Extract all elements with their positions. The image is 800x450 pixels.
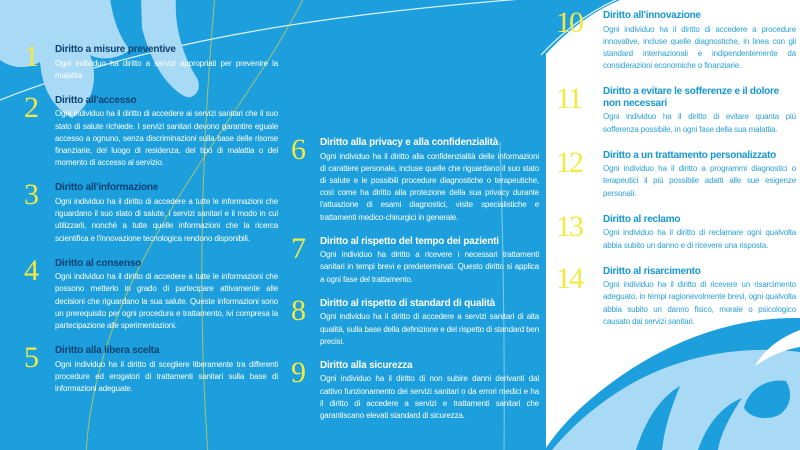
right-item-9 — [291, 355, 539, 422]
item-number: 11 — [556, 82, 581, 116]
right-item-12 — [556, 145, 796, 200]
item-number: 4 — [24, 253, 38, 287]
right-item-5 — [24, 341, 278, 395]
item-body: Ogni individuo ha il diritto di non subire danni derivanti dal cattivo funzionamento dei servizi sanitari o da errori medici e ha il diritto di accedere a servizi e trattamenti sanitari che garantiscano elevati standard di sicurezza. — [320, 374, 539, 421]
item-number: 2 — [24, 90, 38, 124]
item-title: Diritto all'innovazione — [603, 10, 701, 21]
item-body: Ogni individuo ha il diritto di accedere ai servizi sanitari che il suo stato di salute richiede. I servizi sanitari devono garantire eguale accesso a ognuno, senza discriminazioni sulla base delle risorse finanziarie, del luogo di residenza, del tipo di malattia o del momento di accesso al servizio. — [55, 109, 278, 168]
item-title: Diritto a un trattamento personalizzato — [603, 149, 777, 161]
item-title: Diritto alla libera scelta — [55, 345, 160, 357]
item-number: 8 — [291, 293, 305, 327]
item-number: 12 — [556, 145, 582, 179]
column-middle-panel — [291, 133, 539, 434]
item-body: Ogni individuo ha il diritto di reclamare ogni qualvolta abbia subito un danno e di ricevere una risposta. — [603, 228, 796, 250]
item-number: 14 — [556, 261, 582, 295]
item-number: 7 — [291, 231, 305, 265]
right-item-6 — [291, 133, 539, 224]
item-body: Ogni individuo ha il diritto a programmi diagnostici o terapeutici il più possibile adatti alle sue esigenze personali. — [603, 164, 796, 198]
item-body: Ogni individuo ha diritto a ricevere i necessari trattamenti sanitari in tempi brevi e predeterminati. Questo diritto si applica a ogni fase del trattamento. — [320, 250, 539, 284]
item-number: 3 — [24, 178, 38, 212]
right-item-14 — [556, 261, 796, 328]
item-title: Diritto a evitare le sofferenze e il dolore non necessari — [603, 86, 779, 109]
item-number: 1 — [24, 40, 38, 73]
item-body: Ogni individuo ha il diritto di accedere a tutte le informazioni che possono metterlo in grado di partecipare attivamente alle decisioni che riguardano la sua salute. Queste informazioni sono un prerequisito per ogni procedura e trattamento, ivi compresa la partecipazione alle sperimentazioni. — [55, 272, 278, 331]
item-number: 5 — [24, 341, 38, 375]
right-item-1 — [24, 40, 278, 82]
item-body: Ogni individuo ha diritto a servizi appropriati per prevenire la malattia. — [55, 58, 278, 80]
item-body: Ogni individuo ha il diritto di scegliere liberamente tra differenti procedure ed erogatori di trattamenti sanitari sulla base di informazioni adeguate. — [55, 359, 278, 394]
item-body: Ogni individuo ha il diritto di evitare quanta più sofferenza possibile, in ogni fase della sua malattia. — [603, 112, 796, 134]
item-number: 6 — [291, 133, 305, 166]
item-title: Diritto alla sicurezza — [320, 359, 413, 371]
column-left-panel — [24, 40, 278, 408]
item-title: Diritto all'accesso — [55, 94, 137, 106]
item-number: 9 — [291, 355, 305, 389]
right-item-7 — [291, 231, 539, 286]
item-title: Diritto al risarcimento — [603, 265, 701, 277]
right-item-3 — [24, 178, 278, 244]
item-title: Diritto al consenso — [55, 257, 142, 269]
item-title: Diritto all'informazione — [55, 182, 159, 194]
item-body: Ogni individuo ha il diritto di accedere a servizi sanitari di alta qualità, sulla base della definizione e del rispetto di standard ben precisi. — [320, 312, 539, 346]
right-item-8 — [291, 293, 539, 348]
right-item-10 — [556, 6, 796, 72]
item-title: Diritto alla privacy e alla confidenzialità — [320, 137, 499, 148]
column-right-panel — [556, 6, 796, 342]
right-item-2 — [24, 90, 278, 170]
item-body: Ogni individuo ha il diritto di accedere a tutte le informazioni che riguardano il suo stato di salute, i servizi sanitari e il modo in cui utilizzarli, nonché a tutte quelle informazioni che la ricerca scientifica e l'innovazione tecnologica rendono disponibili. — [55, 196, 278, 243]
item-title: Diritto al rispetto di standard di qualità — [320, 297, 495, 309]
item-body: Ogni individuo ha il diritto di ricevere un risarcimento adeguato, in tempi ragionevolmente brevi, ogni qualvolta abbia subito un danno fisico, morale o psicologico causato dai servizi sanitari. — [603, 280, 796, 326]
item-title: Diritto al rispetto del tempo dei pazienti — [320, 235, 499, 247]
item-number: 13 — [556, 209, 582, 243]
item-title: Diritto a misure preventive — [55, 44, 176, 55]
right-item-11 — [556, 82, 796, 135]
item-body: Ogni individuo ha il diritto alla confidenzialità delle informazioni di carattere personale, incluse quelle che riguardano il suo stato di salute e le possibili procedure diagnostiche o terapeutiche, così come ha diritto alla protezione della sua privacy durante l'attuazione di esami diagnostici, visite specialistiche e trattamenti medico-chirurgici in generale. — [320, 151, 539, 222]
item-body: Ogni individuo ha il diritto di accedere a procedure innovative, incluse quelle diagnostiche, in linea con gli standard internazionali e indipendentemente da considerazioni economiche o finanziarie. — [603, 24, 796, 71]
right-item-13 — [556, 209, 796, 252]
item-number: 10 — [556, 6, 582, 39]
right-item-4 — [24, 253, 278, 333]
item-title: Diritto al reclamo — [603, 213, 681, 225]
